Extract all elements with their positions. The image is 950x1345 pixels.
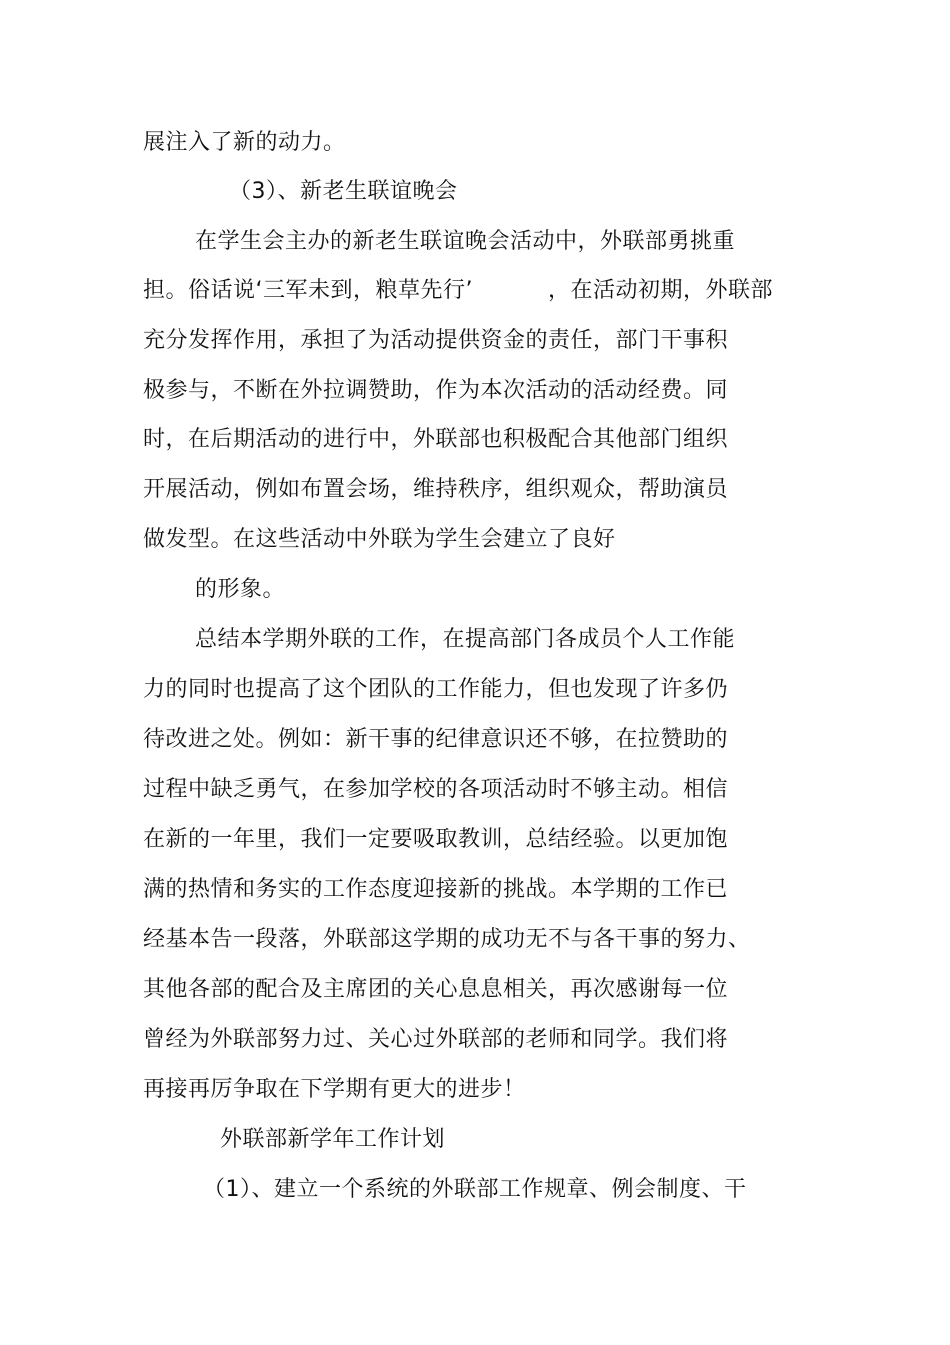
text-line-10: 的形象。	[195, 577, 286, 602]
section-heading-plan: 外联部新学年工作计划	[220, 1127, 446, 1152]
text-line-11: 总结本学期外联的工作，在提高部门各成员个人工作能	[195, 627, 736, 652]
text-line-13: 待改进之处。例如：新干事的纪律意识还不够，在拉赞助的	[143, 727, 729, 752]
text-line-8: 开展活动，例如布置会场，维持秩序，组织观众，帮助演员	[143, 477, 729, 502]
text-line-1: 展注入了新的动力。	[143, 130, 346, 155]
text-line-22: （1）、建立一个系统的外联部工作规章、例会制度、干	[203, 1177, 747, 1202]
text-line-18: 其他各部的配合及主席团的关心息息相关，再次感谢每一位	[143, 977, 729, 1002]
text-line-7: 时，在后期活动的进行中，外联部也积极配合其他部门组织	[143, 427, 729, 452]
text-line-4b: ，在活动初期，外联部	[548, 278, 774, 303]
text-line-16: 满的热情和务实的工作态度迎接新的挑战。本学期的工作已	[143, 877, 729, 902]
text-line-4a: 担。俗话说‘三军未到，粮草先行’	[143, 278, 473, 303]
text-line-17: 经基本告一段落，外联部这学期的成功无不与各干事的努力、	[143, 927, 751, 952]
section-heading-3: （3）、新老生联谊晚会	[229, 179, 458, 204]
text-line-9: 做发型。在这些活动中外联为学生会建立了良好	[143, 527, 616, 552]
text-line-12: 力的同时也提高了这个团队的工作能力，但也发现了许多仍	[143, 677, 729, 702]
text-line-14: 过程中缺乏勇气，在参加学校的各项活动时不够主动。相信	[143, 777, 729, 802]
text-line-20: 再接再厉争取在下学期有更大的进步！	[143, 1077, 526, 1102]
text-line-19: 曾经为外联部努力过、关心过外联部的老师和同学。我们将	[143, 1027, 729, 1052]
text-line-3: 在学生会主办的新老生联谊晚会活动中，外联部勇挑重	[195, 229, 736, 254]
text-line-6: 极参与，不断在外拉调赞助，作为本次活动的活动经费。同	[143, 378, 729, 403]
text-line-15: 在新的一年里，我们一定要吸取教训，总结经验。以更加饱	[143, 827, 729, 852]
text-line-5: 充分发挥作用，承担了为活动提供资金的责任，部门干事积	[143, 328, 729, 353]
